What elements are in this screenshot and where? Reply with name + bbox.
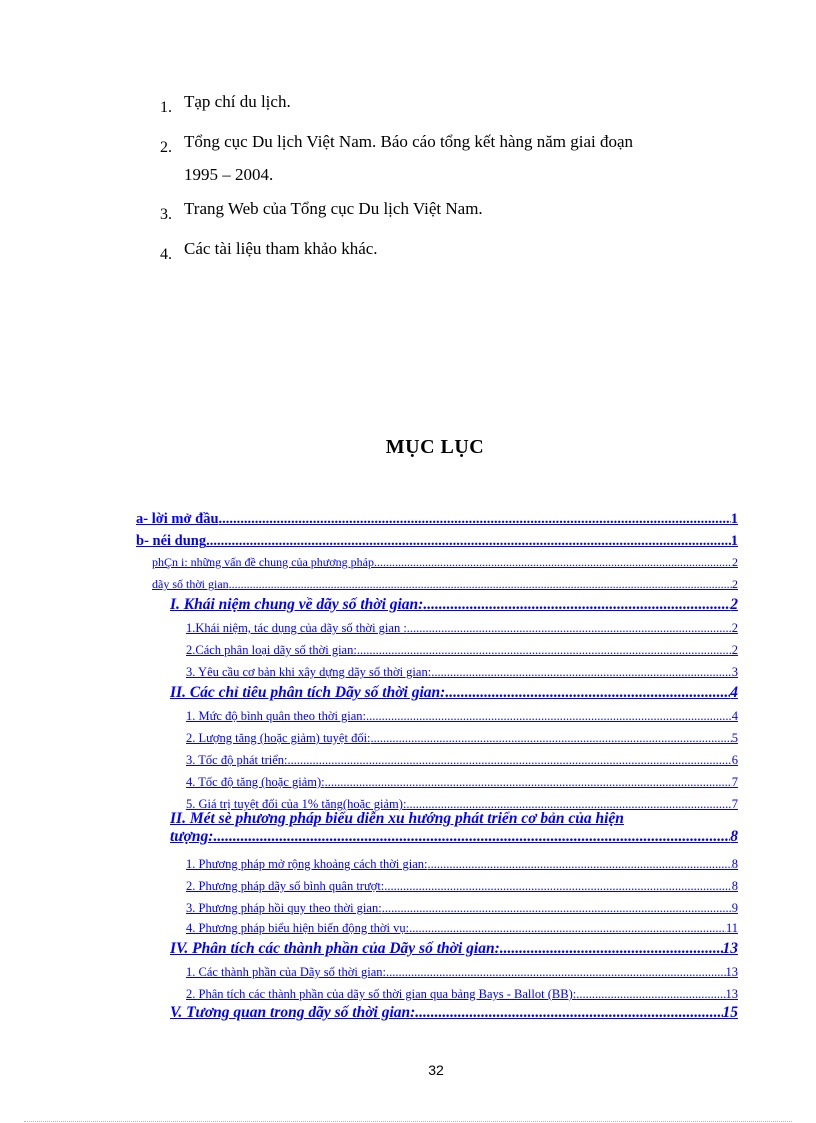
toc-entry-text: II. Mét sè phương pháp biểu diễn xu hướng phát triển cơ bản của hiện <box>170 810 624 827</box>
reference-item <box>160 132 720 185</box>
page-number: 32 <box>428 1062 444 1078</box>
toc-link-i-2[interactable] <box>186 638 738 658</box>
toc-page-number: 4 <box>730 684 738 701</box>
toc-page-number: 8 <box>731 879 738 893</box>
toc-entry-text: 2. Lượng tăng (hoặc giảm) tuyệt đối: <box>186 731 371 745</box>
toc-link-noi-dung[interactable] <box>136 530 738 550</box>
reference-number: 1. <box>160 99 172 116</box>
toc-entry-text: 2.Cách phân loại dãy số thời gian: <box>186 643 357 657</box>
toc-entry-text: I. Khái niệm chung về dãy số thời gian: <box>170 596 424 613</box>
reference-list <box>160 92 720 279</box>
toc-page-number: 7 <box>731 797 738 811</box>
toc-link-ii-1[interactable] <box>186 704 738 724</box>
toc-page-number: 9 <box>731 901 738 915</box>
toc-page-number: 8 <box>730 828 738 845</box>
toc-link-iii-3[interactable] <box>186 896 738 916</box>
toc-entry-text: 4. Tốc độ tăng (hoặc giảm): <box>186 775 325 789</box>
toc-entry-text: 3. Yêu cầu cơ bản khi xây dựng dãy số thời gian: <box>186 665 432 679</box>
toc-entry-text: 3. Phương pháp hồi quy theo thời gian: <box>186 901 382 915</box>
toc-entry-text: 4. Phương pháp biểu hiện biến động thời vụ: <box>186 921 410 935</box>
reference-item <box>160 92 720 118</box>
toc-entry-text-cont: tượng: <box>170 828 214 845</box>
toc-page-number: 7 <box>731 775 738 789</box>
toc-entry-text: V. Tương quan trong dãy số thời gian: <box>170 1004 416 1021</box>
toc-entry-text: dãy số thời gian <box>152 577 229 591</box>
toc-link-section-iv[interactable] <box>170 936 738 958</box>
reference-number: 2. <box>160 139 172 156</box>
toc-entry-text: 1. Các thành phần của Dãy số thời gian: <box>186 965 386 979</box>
reference-number: 3. <box>160 206 172 223</box>
toc-entry-text: a- lời mở đầu <box>136 511 219 527</box>
toc-page-number: 2 <box>732 577 738 591</box>
toc-page-number: 15 <box>722 1004 738 1021</box>
toc-title: MỤC LỤC <box>385 436 485 458</box>
toc-page-number: 2 <box>731 621 738 635</box>
toc-page-number: 8 <box>731 857 738 871</box>
toc-link-ii-5[interactable] <box>186 792 738 812</box>
toc-page-number: 13 <box>722 940 738 957</box>
reference-item <box>160 239 720 265</box>
toc-page-number: 5 <box>731 731 738 745</box>
toc-page-number: 13 <box>725 965 738 979</box>
toc-link-section-v[interactable] <box>170 1000 738 1022</box>
reference-text-line2: 1995 – 2004. <box>184 165 274 184</box>
toc-link-section-iii[interactable] <box>170 810 738 846</box>
reference-text: Tạp chí du lịch. <box>184 92 291 111</box>
reference-number: 4. <box>160 246 172 263</box>
toc-page-number: 11 <box>725 921 738 935</box>
toc-entry-text: phÇn i: những vấn đề chung của phương pháp <box>152 555 374 569</box>
toc-link-iii-4[interactable] <box>186 916 738 936</box>
toc-link-iii-2[interactable] <box>186 874 738 894</box>
toc-page-number: 3 <box>731 665 738 679</box>
toc-link-day-so-thoi-gian[interactable] <box>152 572 738 592</box>
page-bottom-divider <box>24 1121 792 1122</box>
toc-entry-text: 2. Phương pháp dãy số bình quân trượt: <box>186 879 385 893</box>
reference-item <box>160 199 720 225</box>
toc-page-number: 13 <box>725 987 738 1001</box>
toc-page-number: 2 <box>731 643 738 657</box>
reference-text <box>184 132 720 185</box>
reference-text: Trang Web của Tổng cục Du lịch Việt Nam. <box>184 199 483 218</box>
toc-page-number: 4 <box>731 709 738 723</box>
toc-link-i-1[interactable] <box>186 616 738 636</box>
toc-entry-text: IV. Phân tích các thành phần của Dãy số thời gian: <box>170 940 500 957</box>
toc-page-number: 2 <box>730 596 738 613</box>
reference-text: Các tài liệu tham khảo khác. <box>184 239 378 258</box>
toc-link-ii-3[interactable] <box>186 748 738 768</box>
toc-entry-text: 1. Phương pháp mở rộng khoảng cách thời gian: <box>186 857 428 871</box>
toc-link-iv-2[interactable] <box>186 982 738 1002</box>
toc-entry-text: b- néi dung <box>136 533 207 549</box>
toc-entry-text: II. Các chỉ tiêu phân tích Dãy số thời gian: <box>170 684 446 701</box>
toc-link-phan-i[interactable] <box>152 550 738 570</box>
toc-page-number: 2 <box>732 555 738 569</box>
toc-link-ii-4[interactable] <box>186 770 738 790</box>
toc-page-number: 1 <box>730 511 738 527</box>
toc-link-loi-mo-dau[interactable] <box>136 508 738 528</box>
toc-page-number: 6 <box>731 753 738 767</box>
toc-link-iii-1[interactable] <box>186 852 738 872</box>
toc-page-number: 1 <box>730 533 738 549</box>
toc-entry-text: 1. Mức độ bình quân theo thời gian: <box>186 709 367 723</box>
toc-link-section-ii[interactable] <box>170 680 738 702</box>
toc-link-iv-1[interactable] <box>186 960 738 980</box>
toc-entry-text: 2. Phân tích các thành phần của dãy số thời gian qua bảng Bays - Ballot (BB): <box>186 987 577 1001</box>
toc-entry-text: 3. Tốc độ phát triển: <box>186 753 288 767</box>
toc-link-i-3[interactable] <box>186 660 738 680</box>
toc-link-ii-2[interactable] <box>186 726 738 746</box>
toc-entry-text: 5. Giá trị tuyệt đối của 1% tăng(hoặc giảm): <box>186 797 407 811</box>
toc-entry-text: 1.Khái niệm, tác dụng của dãy số thời gian : <box>186 621 407 635</box>
toc-link-section-i[interactable] <box>170 592 738 614</box>
reference-text-line1: Tổng cục Du lịch Việt Nam. Báo cáo tổng kết hàng năm giai đoạn <box>184 132 634 151</box>
